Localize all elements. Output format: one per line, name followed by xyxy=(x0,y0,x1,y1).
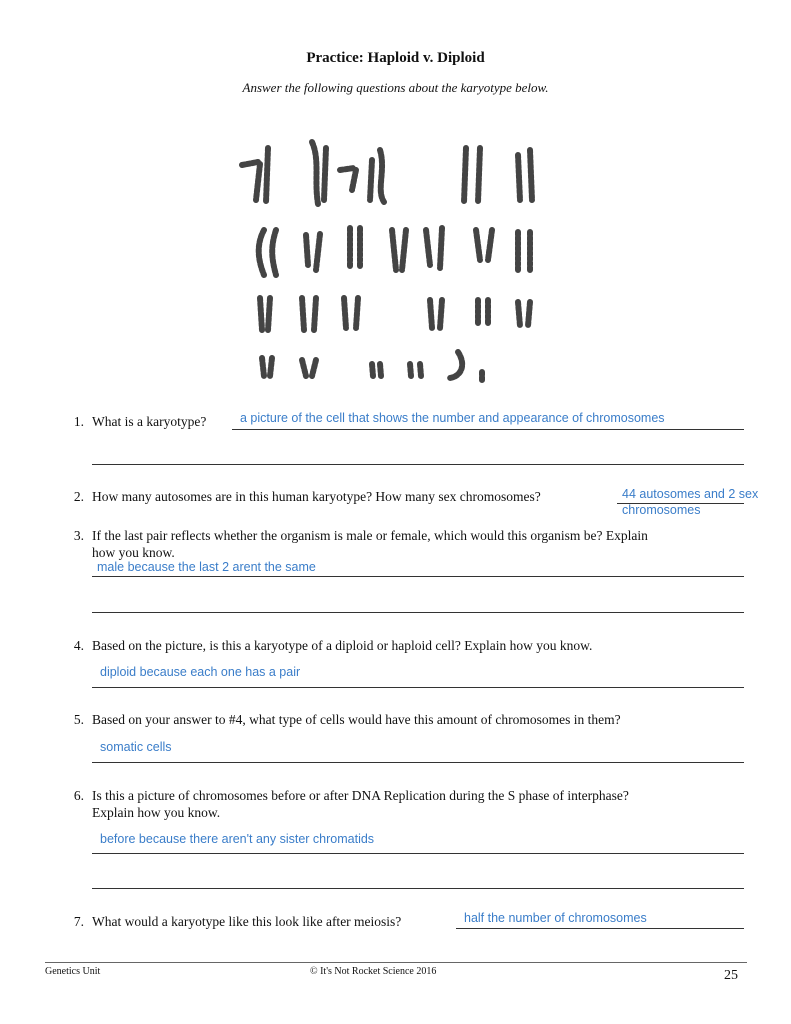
footer-unit: Genetics Unit xyxy=(45,966,101,977)
question-number: 3. xyxy=(73,528,84,543)
question-text-cont: Explain how you know. xyxy=(92,805,221,820)
answer-6[interactable]: before because there aren't any sister chromatids xyxy=(100,832,375,846)
answer-line xyxy=(92,762,744,763)
answer-4[interactable]: diploid because each one has a pair xyxy=(100,665,301,679)
question-text: Is this a picture of chromosomes before or after DNA Replication during the S phase of interphase? xyxy=(92,788,629,803)
question-number: 7. xyxy=(73,914,84,929)
answer-line xyxy=(92,687,744,688)
question-number: 5. xyxy=(73,712,84,727)
question-text: If the last pair reflects whether the organism is male or female, which would this organism be? Explain xyxy=(92,528,648,543)
question-number: 2. xyxy=(73,489,84,504)
question-number: 1. xyxy=(73,414,84,429)
question-text: What is a karyotype? xyxy=(92,414,207,429)
answer-line xyxy=(92,464,744,465)
answer-line xyxy=(232,429,744,430)
answer-2-line1[interactable]: 44 autosomes and 2 sex xyxy=(622,487,759,501)
footer-copyright: © It's Not Rocket Science 2016 xyxy=(310,966,437,977)
question-text: How many autosomes are in this human karyotype? How many sex chromosomes? xyxy=(92,489,541,504)
question-text: What would a karyotype like this look like after meiosis? xyxy=(92,914,402,929)
karyotype-image xyxy=(230,120,550,390)
question-text: Based on your answer to #4, what type of cells would have this amount of chromosomes in them? xyxy=(92,712,621,727)
footer-divider xyxy=(45,962,747,963)
answer-line xyxy=(456,928,744,929)
answer-line xyxy=(92,612,744,613)
answer-1[interactable]: a picture of the cell that shows the number and appearance of chromosomes xyxy=(240,411,665,425)
answer-line xyxy=(92,853,744,854)
answer-line xyxy=(92,576,744,577)
answer-5[interactable]: somatic cells xyxy=(100,740,172,754)
answer-line xyxy=(617,503,744,504)
answer-7[interactable]: half the number of chromosomes xyxy=(464,911,647,925)
question-number: 4. xyxy=(73,638,84,653)
question-number: 6. xyxy=(73,788,84,803)
question-text-cont: how you know. xyxy=(92,545,175,560)
page-subtitle: Answer the following questions about the karyotype below. xyxy=(242,80,549,95)
answer-2-line2[interactable]: chromosomes xyxy=(622,503,701,517)
answer-3[interactable]: male because the last 2 arent the same xyxy=(97,560,316,574)
answer-line xyxy=(92,888,744,889)
page-title: Practice: Haploid v. Diploid xyxy=(306,50,485,66)
page-number: 25 xyxy=(724,968,738,983)
question-text: Based on the picture, is this a karyotype of a diploid or haploid cell? Explain how you know. xyxy=(92,638,593,653)
